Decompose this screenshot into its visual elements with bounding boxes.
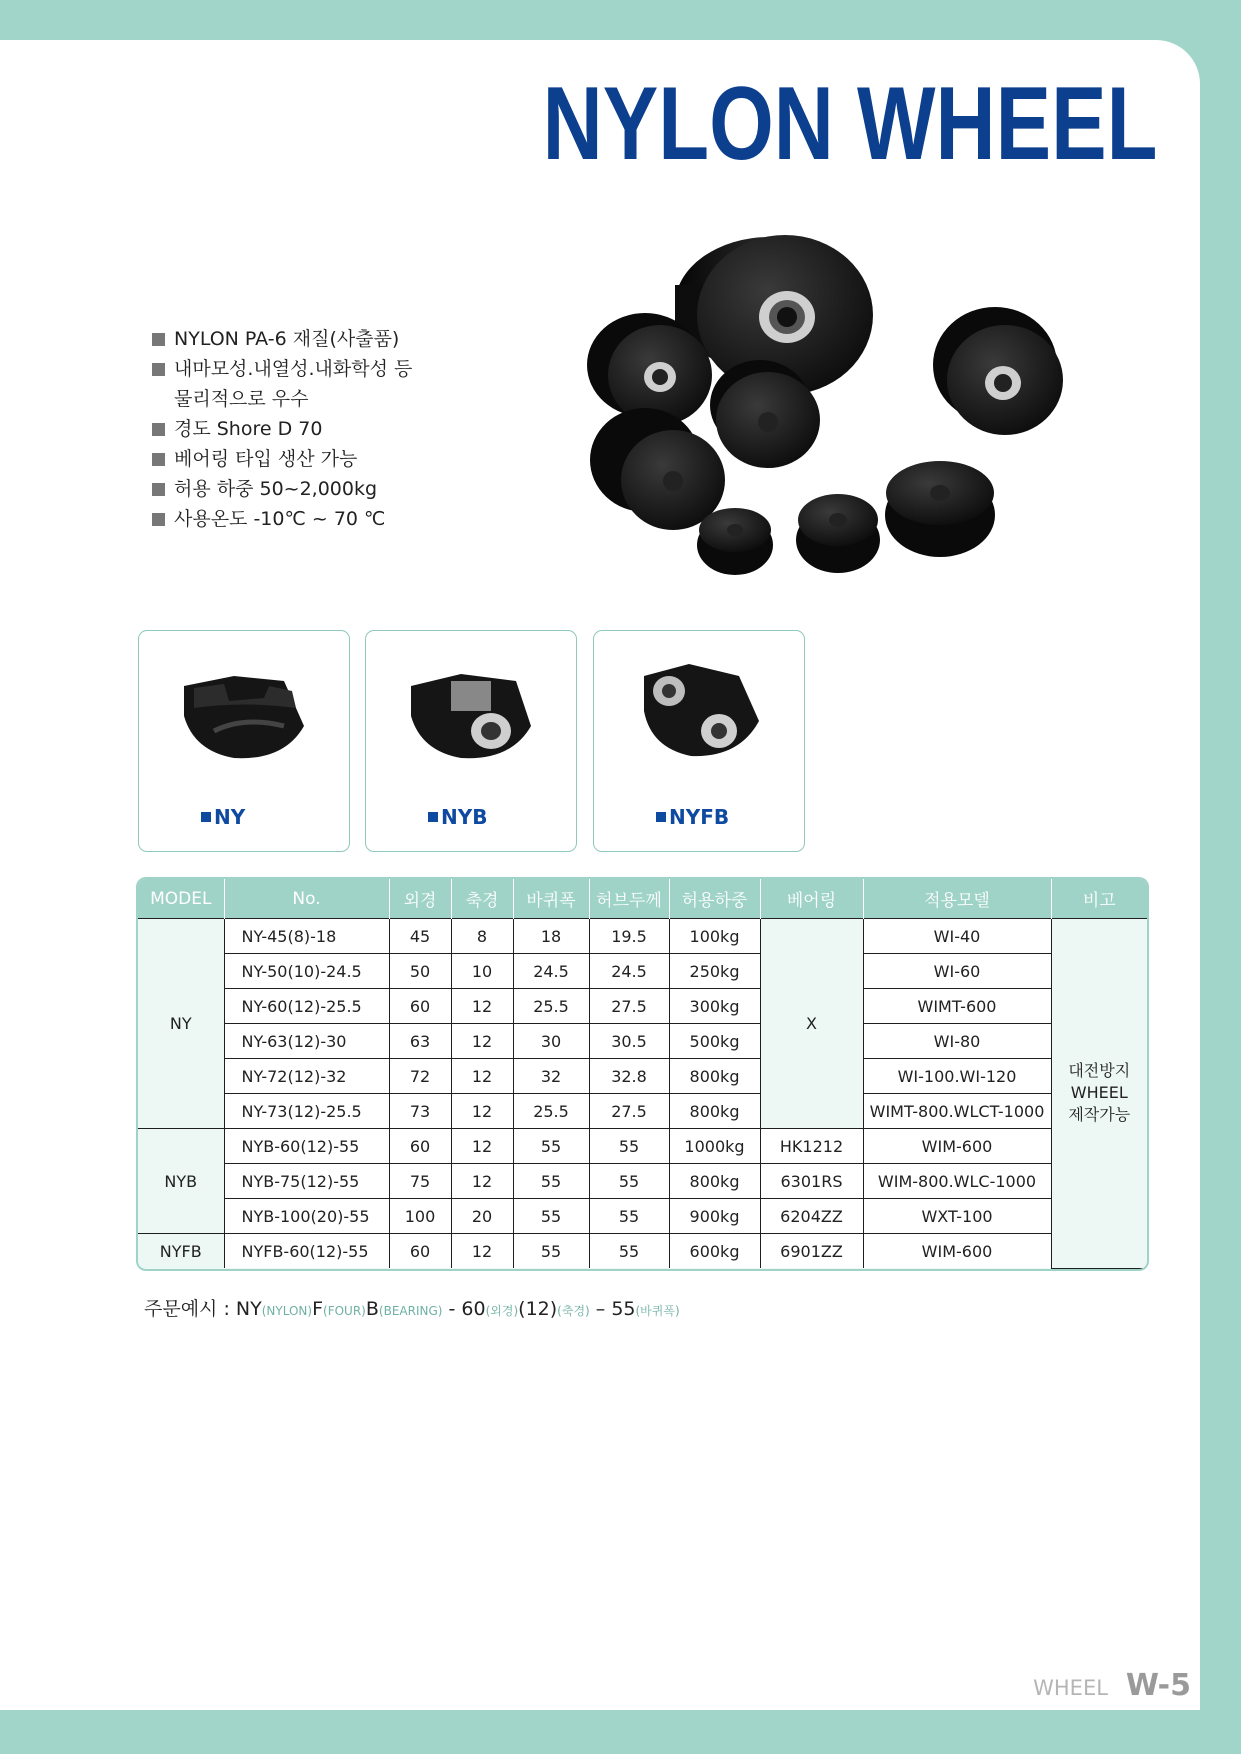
- outer-diameter-cell: 60: [389, 1129, 451, 1164]
- shaft-diameter-cell: 8: [451, 919, 513, 954]
- applied-model-cell: WIMT-800.WLCT-1000: [863, 1094, 1051, 1129]
- hub-thickness-cell: 55: [589, 1234, 669, 1269]
- note-line: 대전방지: [1068, 1061, 1131, 1081]
- variant-label: NYB: [366, 805, 576, 829]
- order-example-label: 주문예시 :: [144, 1298, 236, 1320]
- spec-table-container: [136, 877, 1149, 1271]
- hub-thickness-cell: 24.5: [589, 954, 669, 989]
- page-title: NYLON WHEEL: [542, 66, 1157, 182]
- hub-thickness-cell: 30.5: [589, 1024, 669, 1059]
- column-header: 축경: [451, 879, 513, 919]
- variant-label: NYFB: [594, 805, 804, 829]
- load-cell: 600kg: [669, 1234, 760, 1269]
- feature-item: NYLON PA-6 재질(사출품): [152, 324, 412, 354]
- part-number-cell: NYB-75(12)-55: [224, 1164, 389, 1199]
- table-row: [138, 1199, 1147, 1234]
- order-example: 주문예시 : NY(NYLON)F(FOUR)B(BEARING) - 60(외경)(12)(축경) – 55(바퀴폭): [144, 1298, 680, 1320]
- wheel-width-cell: 55: [513, 1129, 589, 1164]
- column-header: MODEL: [138, 879, 224, 919]
- variant-card-ny: [138, 630, 350, 852]
- load-cell: 100kg: [669, 919, 760, 954]
- wheel-width-cell: 55: [513, 1164, 589, 1199]
- feature-list: [152, 324, 412, 534]
- nyb-wheel-image: [391, 646, 551, 766]
- load-cell: 800kg: [669, 1164, 760, 1199]
- variant-label: NY: [139, 805, 349, 829]
- feature-item: 사용온도 -10℃ ~ 70 ℃: [152, 504, 412, 534]
- hub-thickness-cell: 27.5: [589, 1094, 669, 1129]
- note-line: WHEEL: [1070, 1083, 1128, 1103]
- table-header-row: [138, 879, 1147, 919]
- outer-diameter-cell: 60: [389, 1234, 451, 1269]
- table-row: [138, 989, 1147, 1024]
- wheel-width-cell: 55: [513, 1234, 589, 1269]
- wheel-width-cell: 24.5: [513, 954, 589, 989]
- wheel-width-cell: 30: [513, 1024, 589, 1059]
- table-row: [138, 1094, 1147, 1129]
- hub-thickness-cell: 27.5: [589, 989, 669, 1024]
- part-number-cell: NYB-60(12)-55: [224, 1129, 389, 1164]
- table-row: [138, 1024, 1147, 1059]
- load-cell: 300kg: [669, 989, 760, 1024]
- outer-diameter-cell: 75: [389, 1164, 451, 1199]
- part-number-cell: NY-73(12)-25.5: [224, 1094, 389, 1129]
- table-row: [138, 1164, 1147, 1199]
- hub-thickness-cell: 19.5: [589, 919, 669, 954]
- note-cell: [1051, 919, 1147, 1269]
- part-number-cell: NY-60(12)-25.5: [224, 989, 389, 1024]
- feature-item-continuation: 물리적으로 우수: [174, 388, 309, 410]
- applied-model-cell: WIMT-600: [863, 989, 1051, 1024]
- square-bullet-icon: [152, 423, 165, 436]
- column-header: 적용모델: [863, 879, 1051, 919]
- model-cell: NYB: [138, 1129, 224, 1234]
- load-cell: 800kg: [669, 1094, 760, 1129]
- bearing-cell: 6901ZZ: [760, 1234, 863, 1269]
- table-row: [138, 919, 1147, 954]
- page-number: W-5: [1125, 1668, 1191, 1703]
- shaft-diameter-cell: 12: [451, 1164, 513, 1199]
- note-line: 제작가능: [1068, 1105, 1131, 1125]
- feature-item: 경도 Shore D 70: [152, 414, 412, 444]
- model-cell: NYFB: [138, 1234, 224, 1269]
- square-bullet-icon: [152, 333, 165, 346]
- shaft-diameter-cell: 12: [451, 1094, 513, 1129]
- spec-table: [138, 879, 1147, 1269]
- small-wheel-image: [697, 508, 773, 575]
- column-header: 외경: [389, 879, 451, 919]
- bearing-cell: 6301RS: [760, 1164, 863, 1199]
- applied-model-cell: WIM-800.WLC-1000: [863, 1164, 1051, 1199]
- part-number-cell: NYB-100(20)-55: [224, 1199, 389, 1234]
- table-row: [138, 1234, 1147, 1269]
- outer-diameter-cell: 73: [389, 1094, 451, 1129]
- outer-diameter-cell: 60: [389, 989, 451, 1024]
- shaft-diameter-cell: 12: [451, 1234, 513, 1269]
- variant-card-nyb: [365, 630, 577, 852]
- feature-item: 베어링 타입 생산 가능: [152, 444, 412, 474]
- hub-thickness-cell: 55: [589, 1199, 669, 1234]
- hub-thickness-cell: 55: [589, 1164, 669, 1199]
- variant-card-nyfb: [593, 630, 805, 852]
- table-row: [138, 1059, 1147, 1094]
- shaft-diameter-cell: 12: [451, 1059, 513, 1094]
- small-wheel-image: [796, 494, 880, 573]
- column-header: 바퀴폭: [513, 879, 589, 919]
- load-cell: 500kg: [669, 1024, 760, 1059]
- table-row: [138, 954, 1147, 989]
- small-wheel-image: [590, 408, 725, 530]
- shaft-diameter-cell: 12: [451, 1024, 513, 1059]
- square-bullet-icon: [152, 513, 165, 526]
- ny-wheel-image: [164, 646, 324, 766]
- part-number-cell: NY-50(10)-24.5: [224, 954, 389, 989]
- part-number-cell: NY-63(12)-30: [224, 1024, 389, 1059]
- outer-diameter-cell: 72: [389, 1059, 451, 1094]
- feature-item: 내마모성.내열성.내화학성 등: [152, 354, 412, 384]
- applied-model-cell: WIM-600: [863, 1129, 1051, 1164]
- hub-thickness-cell: 32.8: [589, 1059, 669, 1094]
- part-number-cell: NY-45(8)-18: [224, 919, 389, 954]
- wheel-width-cell: 55: [513, 1199, 589, 1234]
- nylon-wheels-product-photo: [585, 215, 1105, 615]
- bearing-cell: HK1212: [760, 1129, 863, 1164]
- wheel-width-cell: 32: [513, 1059, 589, 1094]
- load-cell: 800kg: [669, 1059, 760, 1094]
- part-number-cell: NY-72(12)-32: [224, 1059, 389, 1094]
- outer-diameter-cell: 63: [389, 1024, 451, 1059]
- small-wheel-image: [885, 461, 995, 557]
- nyfb-wheel-image: [619, 646, 779, 766]
- wheel-width-cell: 25.5: [513, 989, 589, 1024]
- applied-model-cell: WI-60: [863, 954, 1051, 989]
- square-bullet-icon: [152, 363, 165, 376]
- outer-diameter-cell: 50: [389, 954, 451, 989]
- applied-model-cell: WI-100.WI-120: [863, 1059, 1051, 1094]
- shaft-diameter-cell: 12: [451, 989, 513, 1024]
- page-footer: [1033, 1668, 1191, 1703]
- table-row: [138, 1129, 1147, 1164]
- shaft-diameter-cell: 10: [451, 954, 513, 989]
- load-cell: 250kg: [669, 954, 760, 989]
- shaft-diameter-cell: 12: [451, 1129, 513, 1164]
- column-header: 허용하중: [669, 879, 760, 919]
- outer-diameter-cell: 100: [389, 1199, 451, 1234]
- footer-section-label: WHEEL: [1033, 1676, 1108, 1700]
- shaft-diameter-cell: 20: [451, 1199, 513, 1234]
- applied-model-cell: WI-80: [863, 1024, 1051, 1059]
- square-bullet-icon: [656, 812, 666, 822]
- column-header: 비고: [1051, 879, 1147, 919]
- feature-item: 허용 하중 50~2,000kg: [152, 474, 412, 504]
- small-wheel-image: [933, 307, 1063, 435]
- part-number-cell: NYFB-60(12)-55: [224, 1234, 389, 1269]
- column-header: No.: [224, 879, 389, 919]
- square-bullet-icon: [152, 453, 165, 466]
- square-bullet-icon: [152, 483, 165, 496]
- wheel-width-cell: 18: [513, 919, 589, 954]
- hub-thickness-cell: 55: [589, 1129, 669, 1164]
- applied-model-cell: WXT-100: [863, 1199, 1051, 1234]
- applied-model-cell: WI-40: [863, 919, 1051, 954]
- outer-diameter-cell: 45: [389, 919, 451, 954]
- square-bullet-icon: [201, 812, 211, 822]
- applied-model-cell: WIM-600: [863, 1234, 1051, 1269]
- bearing-cell: 6204ZZ: [760, 1199, 863, 1234]
- model-cell: NY: [138, 919, 224, 1129]
- load-cell: 1000kg: [669, 1129, 760, 1164]
- wheel-width-cell: 25.5: [513, 1094, 589, 1129]
- column-header: 베어링: [760, 879, 863, 919]
- bearing-cell: X: [760, 919, 863, 1129]
- column-header: 허브두께: [589, 879, 669, 919]
- load-cell: 900kg: [669, 1199, 760, 1234]
- square-bullet-icon: [428, 812, 438, 822]
